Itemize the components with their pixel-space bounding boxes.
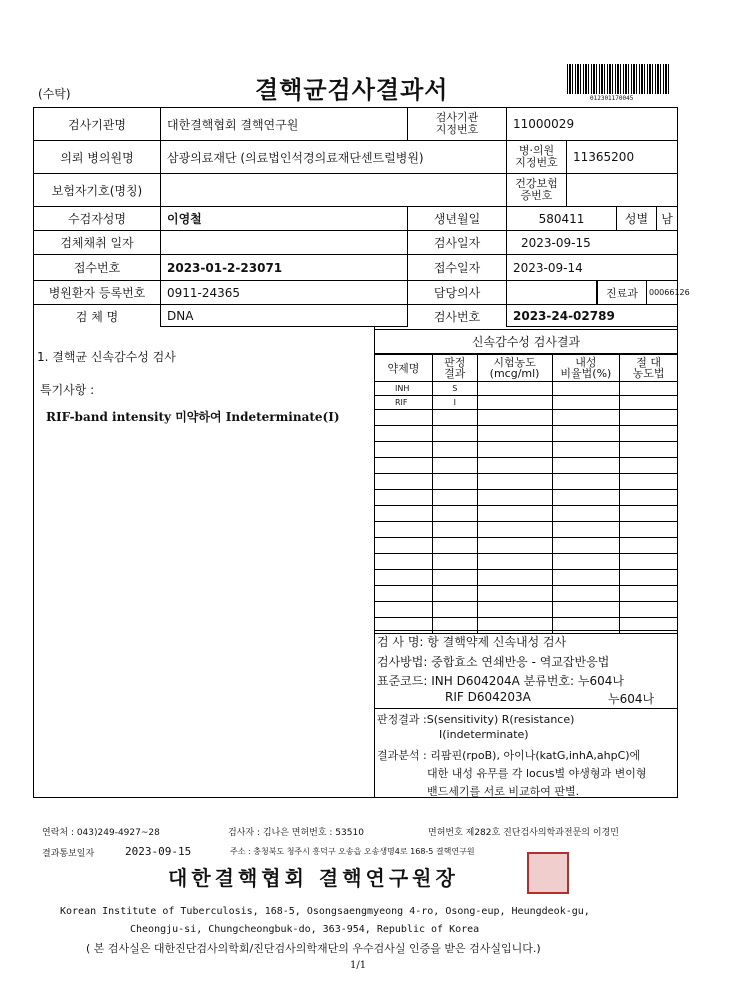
table-cell bbox=[620, 570, 678, 586]
table-cell bbox=[620, 458, 678, 474]
table-cell bbox=[477, 506, 552, 522]
table-cell bbox=[375, 522, 433, 538]
footer-contact: 연락처 : 043)249-4927~28 bbox=[42, 828, 160, 838]
table-cell bbox=[552, 382, 620, 396]
hospital-label: 의뢰 병의원명 bbox=[34, 141, 161, 173]
specimen-label: 검 체 명 bbox=[34, 305, 161, 327]
susceptibility-header-row bbox=[375, 355, 678, 382]
footer-report-date: 2023-09-15 bbox=[125, 845, 192, 858]
reg-no-label: 병원환자 등록번호 bbox=[34, 281, 161, 304]
footer-specialist: 면허번호 제282호 진단검사의학과전문의 이경민 bbox=[428, 828, 619, 838]
table-cell bbox=[432, 474, 477, 490]
analysis-line-2: 대한 내성 유무를 각 locus별 야생형과 변이형 bbox=[427, 767, 647, 780]
table-cell bbox=[552, 570, 620, 586]
insurer-value bbox=[161, 174, 507, 206]
birth-label: 생년월일 bbox=[408, 207, 507, 230]
table-cell: S bbox=[432, 382, 477, 396]
table-row bbox=[375, 570, 678, 586]
table-cell bbox=[375, 410, 433, 426]
table-row bbox=[375, 602, 678, 618]
susceptibility-title: 신속감수성 검사결과 bbox=[374, 329, 678, 354]
table-cell bbox=[620, 442, 678, 458]
exam-org-no-label: 검사기관 지정번호 bbox=[408, 108, 507, 140]
table-cell bbox=[552, 554, 620, 570]
footer-address-en-1: Korean Institute of Tuberculosis, 168-5, Osongsaengmyeong 4-ro, Osong-eup, Heungdeok-gu, bbox=[60, 906, 590, 917]
table-cell bbox=[432, 426, 477, 442]
info-grid bbox=[33, 107, 690, 327]
method-method-line: 검사방법: 중합효소 연쇄반응 - 역교잡반응법 bbox=[377, 655, 610, 669]
table-cell bbox=[432, 554, 477, 570]
table-row bbox=[375, 474, 678, 490]
reg-no-value: 0911-24365 bbox=[161, 281, 408, 304]
table-row bbox=[375, 490, 678, 506]
judge-line-2: I(indeterminate) bbox=[439, 728, 529, 741]
table-cell bbox=[477, 442, 552, 458]
table-cell bbox=[375, 570, 433, 586]
table-cell bbox=[477, 602, 552, 618]
row-reg bbox=[34, 281, 690, 305]
method-code-line-2: RIF D604203A bbox=[445, 690, 531, 704]
birth-value: 580411 bbox=[507, 207, 617, 230]
table-cell bbox=[432, 570, 477, 586]
footer-examiner: 검사자 : 김나은 면허번호 : 53510 bbox=[228, 828, 364, 838]
susceptibility-header-0: 약제명 bbox=[375, 355, 433, 382]
table-cell bbox=[620, 474, 678, 490]
sex-label: 성별 bbox=[617, 207, 657, 230]
table-cell bbox=[620, 506, 678, 522]
susceptibility-header-3: 내성 비율법(%) bbox=[552, 355, 620, 382]
method-separator bbox=[375, 708, 678, 709]
table-cell bbox=[375, 538, 433, 554]
collect-value bbox=[161, 231, 408, 254]
table-cell bbox=[432, 522, 477, 538]
table-row bbox=[375, 522, 678, 538]
sex-value: 남 bbox=[661, 212, 673, 226]
table-cell bbox=[477, 522, 552, 538]
susceptibility-header-4: 절 대 농도법 bbox=[620, 355, 678, 382]
table-row bbox=[375, 426, 678, 442]
analysis-line-1: 결과분석 : 리팜핀(rpoB), 아이나(katG,inhA,ahpC)에 bbox=[377, 749, 641, 762]
table-cell bbox=[620, 426, 678, 442]
receipt-date-label: 접수일자 bbox=[408, 255, 507, 280]
table-cell bbox=[477, 426, 552, 442]
table-cell bbox=[620, 522, 678, 538]
row-insurer bbox=[34, 174, 677, 207]
insurer-label: 보험자기호(명칭) bbox=[34, 174, 161, 206]
table-cell bbox=[620, 586, 678, 602]
row-receipt bbox=[34, 255, 677, 281]
table-cell bbox=[552, 586, 620, 602]
table-row bbox=[375, 554, 678, 570]
page-number: 1/1 bbox=[350, 960, 367, 971]
table-cell bbox=[477, 570, 552, 586]
table-cell bbox=[477, 586, 552, 602]
table-cell bbox=[477, 458, 552, 474]
susceptibility-header-1: 판정 결과 bbox=[432, 355, 477, 382]
table-cell bbox=[432, 442, 477, 458]
table-cell bbox=[375, 586, 433, 602]
exam-no-value: 2023-24-02789 bbox=[513, 309, 615, 323]
doctor-label: 담당의사 bbox=[408, 281, 507, 304]
page-title: 결핵균검사결과서 bbox=[255, 75, 449, 104]
table-row bbox=[375, 506, 678, 522]
table-cell bbox=[375, 506, 433, 522]
exam-org-label: 검사기관명 bbox=[34, 108, 161, 140]
health-no-value bbox=[567, 174, 677, 206]
receipt-date-value: 2023-09-14 bbox=[513, 260, 583, 275]
table-cell: RIF bbox=[375, 396, 433, 410]
table-cell bbox=[552, 458, 620, 474]
row-patient bbox=[34, 207, 677, 231]
table-cell bbox=[477, 554, 552, 570]
analysis-line-3: 밴드세기를 서로 비교하여 판별. bbox=[427, 785, 580, 798]
barcode bbox=[567, 64, 670, 94]
table-cell bbox=[375, 458, 433, 474]
footer-report-date-label: 결과통보일자 bbox=[42, 849, 95, 859]
method-block bbox=[374, 630, 678, 797]
footer-cert-note: ( 본 검사실은 대한진단검사의학회/진단검사의학재단의 우수검사실 인증을 받은 검사실입니다.) bbox=[86, 942, 541, 955]
receipt-no-value: 2023-01-2-23071 bbox=[161, 255, 408, 280]
collect-label: 검체채취 일자 bbox=[34, 231, 161, 254]
table-row bbox=[375, 382, 678, 396]
hospital-value: 삼광의료재단 (의료법인석경의료재단센트럴병원) bbox=[161, 141, 507, 173]
table-cell bbox=[620, 490, 678, 506]
row-specimen bbox=[34, 305, 677, 327]
table-row bbox=[375, 410, 678, 426]
table-cell bbox=[552, 410, 620, 426]
table-row bbox=[375, 442, 678, 458]
exam-org-value: 대한결핵협회 결핵연구원 bbox=[161, 108, 408, 140]
table-cell bbox=[620, 554, 678, 570]
table-cell bbox=[552, 426, 620, 442]
table-cell bbox=[552, 602, 620, 618]
table-cell bbox=[552, 396, 620, 410]
copy-label: (수탁) bbox=[38, 87, 71, 101]
table-cell bbox=[375, 490, 433, 506]
dept-value: 00066126 bbox=[649, 288, 690, 297]
table-cell bbox=[432, 602, 477, 618]
footer-org-name: 대한결핵협회 결핵연구원장 bbox=[168, 866, 459, 890]
receipt-no-label: 접수번호 bbox=[34, 255, 161, 280]
specimen-value: DNA bbox=[161, 305, 408, 327]
table-row bbox=[375, 458, 678, 474]
method-name-line: 검 사 명: 항 결핵약제 신속내성 검사 bbox=[377, 635, 567, 649]
table-cell bbox=[432, 410, 477, 426]
table-cell bbox=[552, 490, 620, 506]
table-cell bbox=[375, 602, 433, 618]
susceptibility-header-2: 시험농도 (mcg/ml) bbox=[477, 355, 552, 382]
exam-org-no-value: 11000029 bbox=[513, 117, 575, 131]
patient-value: 이영철 bbox=[161, 207, 408, 230]
table-cell: INH bbox=[375, 382, 433, 396]
table-cell bbox=[477, 410, 552, 426]
dept-label: 진료과 bbox=[597, 281, 647, 304]
table-cell bbox=[477, 538, 552, 554]
table-row bbox=[375, 586, 678, 602]
table-cell bbox=[620, 410, 678, 426]
table-cell bbox=[432, 458, 477, 474]
table-cell bbox=[552, 506, 620, 522]
susceptibility-table bbox=[374, 354, 678, 634]
table-row bbox=[375, 396, 678, 410]
row-collect bbox=[34, 231, 677, 255]
org-seal-stamp bbox=[527, 852, 569, 894]
footer-address-kr: 주소 : 충청북도 청주시 흥덕구 오송읍 오송생명4로 168-5 결핵연구원 bbox=[230, 847, 475, 856]
table-cell bbox=[477, 490, 552, 506]
table-cell bbox=[432, 586, 477, 602]
table-cell bbox=[477, 474, 552, 490]
table-cell bbox=[432, 490, 477, 506]
table-cell bbox=[620, 382, 678, 396]
exam-date-label: 검사일자 bbox=[408, 231, 507, 254]
table-cell bbox=[552, 522, 620, 538]
row-hospital bbox=[34, 141, 677, 174]
table-row bbox=[375, 538, 678, 554]
health-no-label: 건강보험 증번호 bbox=[507, 174, 567, 206]
table-cell bbox=[375, 426, 433, 442]
exam-no-label: 검사번호 bbox=[408, 305, 507, 327]
exam-date-value: 2023-09-15 bbox=[521, 235, 591, 250]
table-cell bbox=[552, 538, 620, 554]
table-cell bbox=[620, 602, 678, 618]
table-cell bbox=[620, 396, 678, 410]
hospital-no-value: 11365200 bbox=[573, 150, 635, 164]
table-cell bbox=[477, 382, 552, 396]
table-cell bbox=[375, 474, 433, 490]
doctor-value bbox=[507, 281, 597, 304]
table-cell bbox=[432, 506, 477, 522]
table-cell bbox=[552, 474, 620, 490]
method-code-line-2b: 누604나 bbox=[608, 692, 655, 706]
table-cell bbox=[432, 538, 477, 554]
test-title: 1. 결핵균 신속감수성 검사 bbox=[37, 350, 176, 364]
table-cell: I bbox=[432, 396, 477, 410]
method-code-line-1: 표준코드: INH D604204A 분류번호: 누604나 bbox=[377, 674, 624, 688]
table-cell bbox=[477, 396, 552, 410]
hospital-no-label: 병·의원 지정번호 bbox=[507, 141, 567, 173]
judge-line-1: 판정결과 :S(sensitivity) R(resistance) bbox=[377, 713, 575, 726]
footer-address-en-2: Cheongju-si, Chungcheongbuk-do, 363-954, Republic of Korea bbox=[130, 924, 480, 935]
remarks-text: RIF-band intensity 미약하여 Indeterminate(I) bbox=[46, 410, 340, 424]
patient-label: 수검자성명 bbox=[34, 207, 161, 230]
remarks-label: 특기사항 : bbox=[40, 383, 95, 397]
table-cell bbox=[375, 442, 433, 458]
barcode-number: 012301170045 bbox=[590, 95, 634, 102]
row-exam-org bbox=[34, 108, 677, 141]
table-cell bbox=[620, 538, 678, 554]
table-cell bbox=[375, 554, 433, 570]
table-cell bbox=[552, 442, 620, 458]
